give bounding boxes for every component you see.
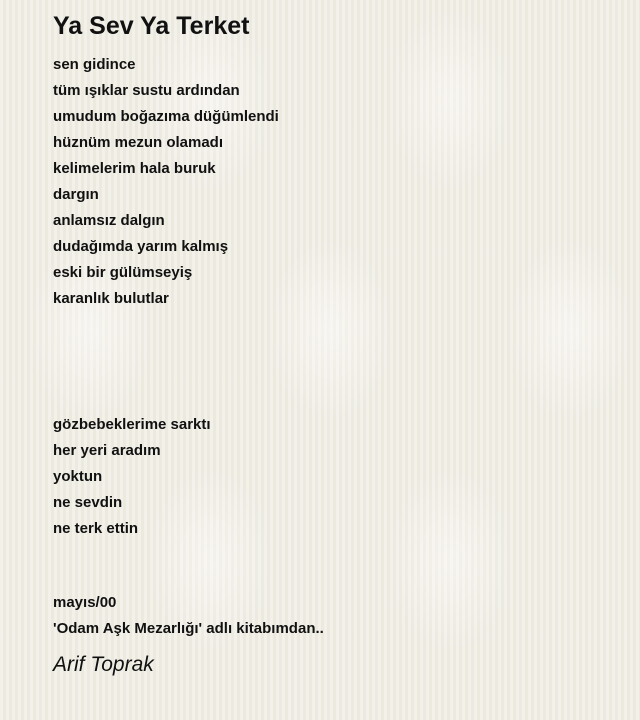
poem-line: dargın bbox=[53, 186, 99, 203]
poem-line: sen gidince bbox=[53, 56, 136, 73]
poem-title: Ya Sev Ya Terket bbox=[53, 12, 250, 40]
poem-page bbox=[53, 10, 613, 678]
poem-source-note: 'Odam Aşk Mezarlığı' adlı kitabımdan.. bbox=[53, 620, 324, 637]
poem-line: kelimelerim hala buruk bbox=[53, 160, 216, 177]
poem-date: mayıs/00 bbox=[53, 594, 117, 611]
poem-line: karanlık bulutlar bbox=[53, 290, 169, 307]
stanza-1 bbox=[53, 52, 613, 312]
poem-line: hüznüm mezun olamadı bbox=[53, 134, 224, 151]
poem-line: yoktun bbox=[53, 468, 103, 485]
poem-line: anlamsız dalgın bbox=[53, 212, 165, 229]
poem-line: dudağımda yarım kalmış bbox=[53, 238, 229, 255]
poem-line: ne sevdin bbox=[53, 494, 123, 511]
poem-line: eski bir gülümseyiş bbox=[53, 264, 193, 281]
poem-line: ne terk ettin bbox=[53, 520, 139, 537]
poem-line: gözbebeklerime sarktı bbox=[53, 416, 211, 433]
poem-line: her yeri aradım bbox=[53, 442, 161, 459]
stanza-2 bbox=[53, 412, 613, 542]
poem-line: umudum boğazıma düğümlendi bbox=[53, 108, 279, 125]
stanza-3 bbox=[53, 590, 613, 642]
poem-author: Arif Toprak bbox=[53, 653, 154, 676]
poem-line: tüm ışıklar sustu ardından bbox=[53, 82, 240, 99]
